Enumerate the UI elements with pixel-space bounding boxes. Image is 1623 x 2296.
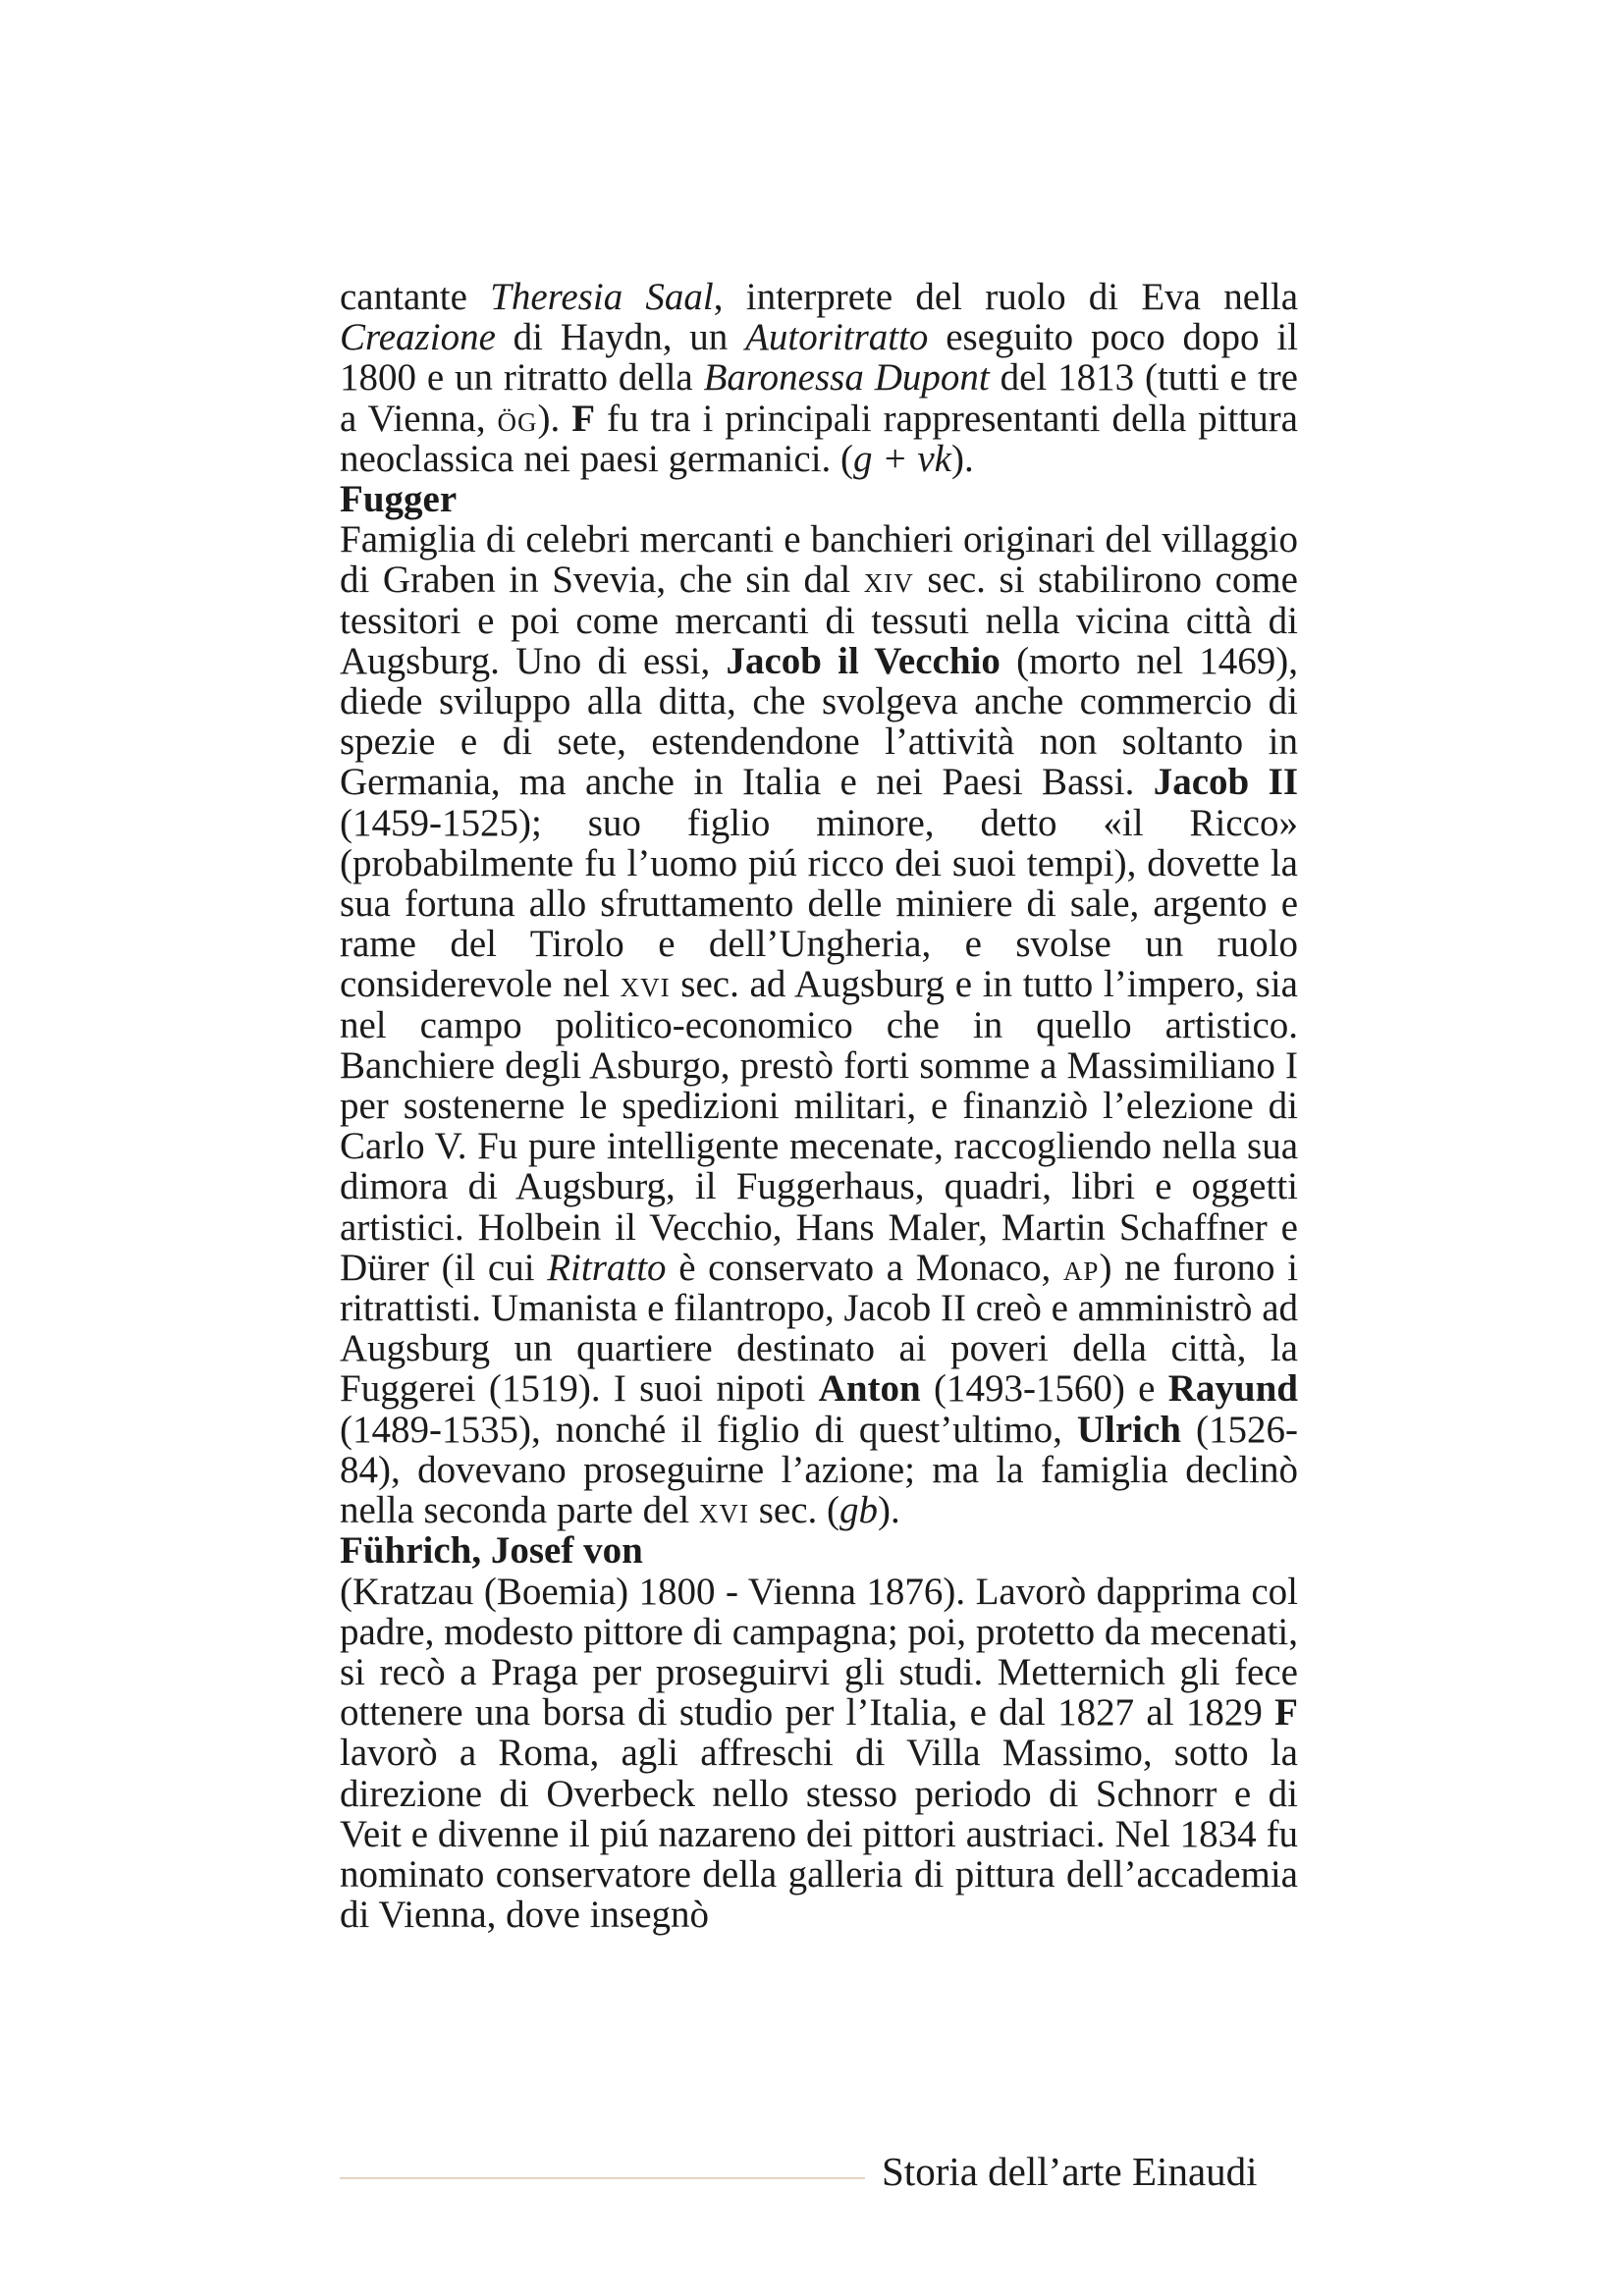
bold-name: Anton bbox=[818, 1367, 921, 1411]
text-run: del 1813 (tutti e tre a Vienna, bbox=[340, 356, 1298, 440]
italic-title: Theresia Saal bbox=[490, 276, 714, 318]
text-run: Famiglia di celebri mercanti e banchieri originari del villaggio di Graben in Svevia, che sin dal bbox=[340, 518, 1298, 602]
text-run: sec. ad Augsburg e in tutto l’impero, sia nel campo politico-economico che in quello artistico. Banchiere degli Asburgo, prestò forti somme a Massimiliano I per sostenerne le spedizioni militari, e finanziò l’elezione di Carlo V. Fu pure intelligente mecenate, raccogliendo nella sua dimora di Augsburg, il Fuggerhaus, quadri, libri e oggetti artistici. Holbein il Vecchio, Hans Maler, Martin Schaffner e Dürer (il cui bbox=[340, 963, 1298, 1289]
text-run: ). bbox=[537, 397, 572, 440]
author-initials: gb bbox=[839, 1489, 879, 1532]
italic-title: Baronessa Dupont bbox=[703, 356, 990, 400]
footer-publication-title: Storia dell’arte Einaudi bbox=[882, 2149, 1258, 2194]
century-numeral: xvi bbox=[620, 963, 671, 1006]
text-run: , interprete del ruolo di Eva nella bbox=[713, 276, 1299, 318]
text-run: di Haydn, un bbox=[495, 316, 746, 359]
bold-name: Rayund bbox=[1167, 1367, 1298, 1411]
text-run: eseguito poco dopo il 1800 e un ritratto della bbox=[340, 316, 1299, 400]
text-run: è conservato a Monaco, bbox=[666, 1246, 1063, 1289]
bold-initial: F bbox=[571, 397, 596, 440]
bold-name: Jacob II bbox=[1153, 761, 1298, 804]
entry-paragraph-fugger bbox=[340, 519, 1298, 1530]
bold-name: Jacob il Vecchio bbox=[726, 639, 1001, 682]
text-run: (Kratzau (Boemia) 1800 - Vienna 1876). Lavorò dapprima col padre, modesto pittore di campagna; poi, protetto da mecenati, si recò a Praga per proseguirvi gli studi. Metternich gli fece ottenere una borsa di studio per l’Italia, e dal 1827 al 1829 bbox=[340, 1570, 1298, 1735]
bold-initial: F bbox=[1274, 1691, 1298, 1735]
entry-heading-fugger: Fugger bbox=[340, 478, 458, 521]
text-run: (1493-1560) e bbox=[920, 1367, 1168, 1411]
italic-title: Autoritratto bbox=[745, 316, 929, 359]
text-run: (morto nel 1469), diede sviluppo alla ditta, che svolgeva anche commercio di spezie e di sete, estendendone l’attività non soltanto in Germania, ma anche in Italia e nei Paesi Bassi. bbox=[340, 639, 1298, 804]
text-run: ) ne furono i ritrattisti. Umanista e filantropo, Jacob II creò e amministrò ad Augsburg un quartiere destinato ai poveri della città, la Fuggerei (1519). I suoi nipoti bbox=[340, 1246, 1298, 1411]
author-initials: g + vk bbox=[853, 437, 951, 480]
page-body bbox=[340, 277, 1298, 1935]
text-run: ). bbox=[950, 437, 974, 480]
footer-rule bbox=[340, 2177, 865, 2179]
entry-paragraph-fuhrich bbox=[340, 1572, 1298, 1936]
bold-name: Ulrich bbox=[1076, 1408, 1181, 1451]
text-run: fu tra i principali rappresentanti della pittura neoclassica nei paesi germanici. ( bbox=[340, 397, 1298, 480]
text-run: (1459-1525); suo figlio minore, detto «il Ricco» (probabilmente fu l’uomo piú ricco dei suoi tempi), dovette la sua fortuna allo sfruttamento delle miniere di sale, argento e rame del Tirolo e dell’Ungheria, e svolse un ruolo considerevole nel bbox=[340, 801, 1298, 1006]
century-numeral: xiv bbox=[863, 559, 914, 602]
text-run: lavorò a Roma, agli affreschi di Villa Massimo, sotto la direzione di Overbeck nello stesso periodo di Schnorr e di Veit e divenne il piú nazareno dei pittori austriaci. Nel 1834 fu nominato conservatore della galleria di pittura dell’accademia di Vienna, dove insegnò bbox=[340, 1732, 1298, 1937]
italic-title: Ritratto bbox=[547, 1246, 667, 1289]
text-run: (1526-84), dovevano proseguirne l’azione; ma la famiglia declinò nella seconda parte del bbox=[340, 1408, 1298, 1532]
italic-title: Creazione bbox=[340, 316, 496, 359]
entry-heading-fuhrich: Führich, Josef von bbox=[340, 1529, 643, 1573]
text-run: sec. ( bbox=[749, 1489, 840, 1532]
text-run: (1489-1535), nonché il figlio di quest’ultimo, bbox=[340, 1408, 1077, 1451]
text-run: sec. si stabilirono come tessitori e poi come mercanti di tessuti nella vicina città di Augsburg. Uno di essi, bbox=[340, 559, 1298, 682]
museum-abbreviation: ög bbox=[497, 397, 538, 440]
text-run: cantante bbox=[340, 276, 491, 318]
text-run: ). bbox=[878, 1489, 900, 1532]
museum-abbreviation: ap bbox=[1062, 1246, 1100, 1289]
century-numeral: xvi bbox=[699, 1489, 749, 1532]
entry-continuation-paragraph bbox=[340, 277, 1298, 479]
